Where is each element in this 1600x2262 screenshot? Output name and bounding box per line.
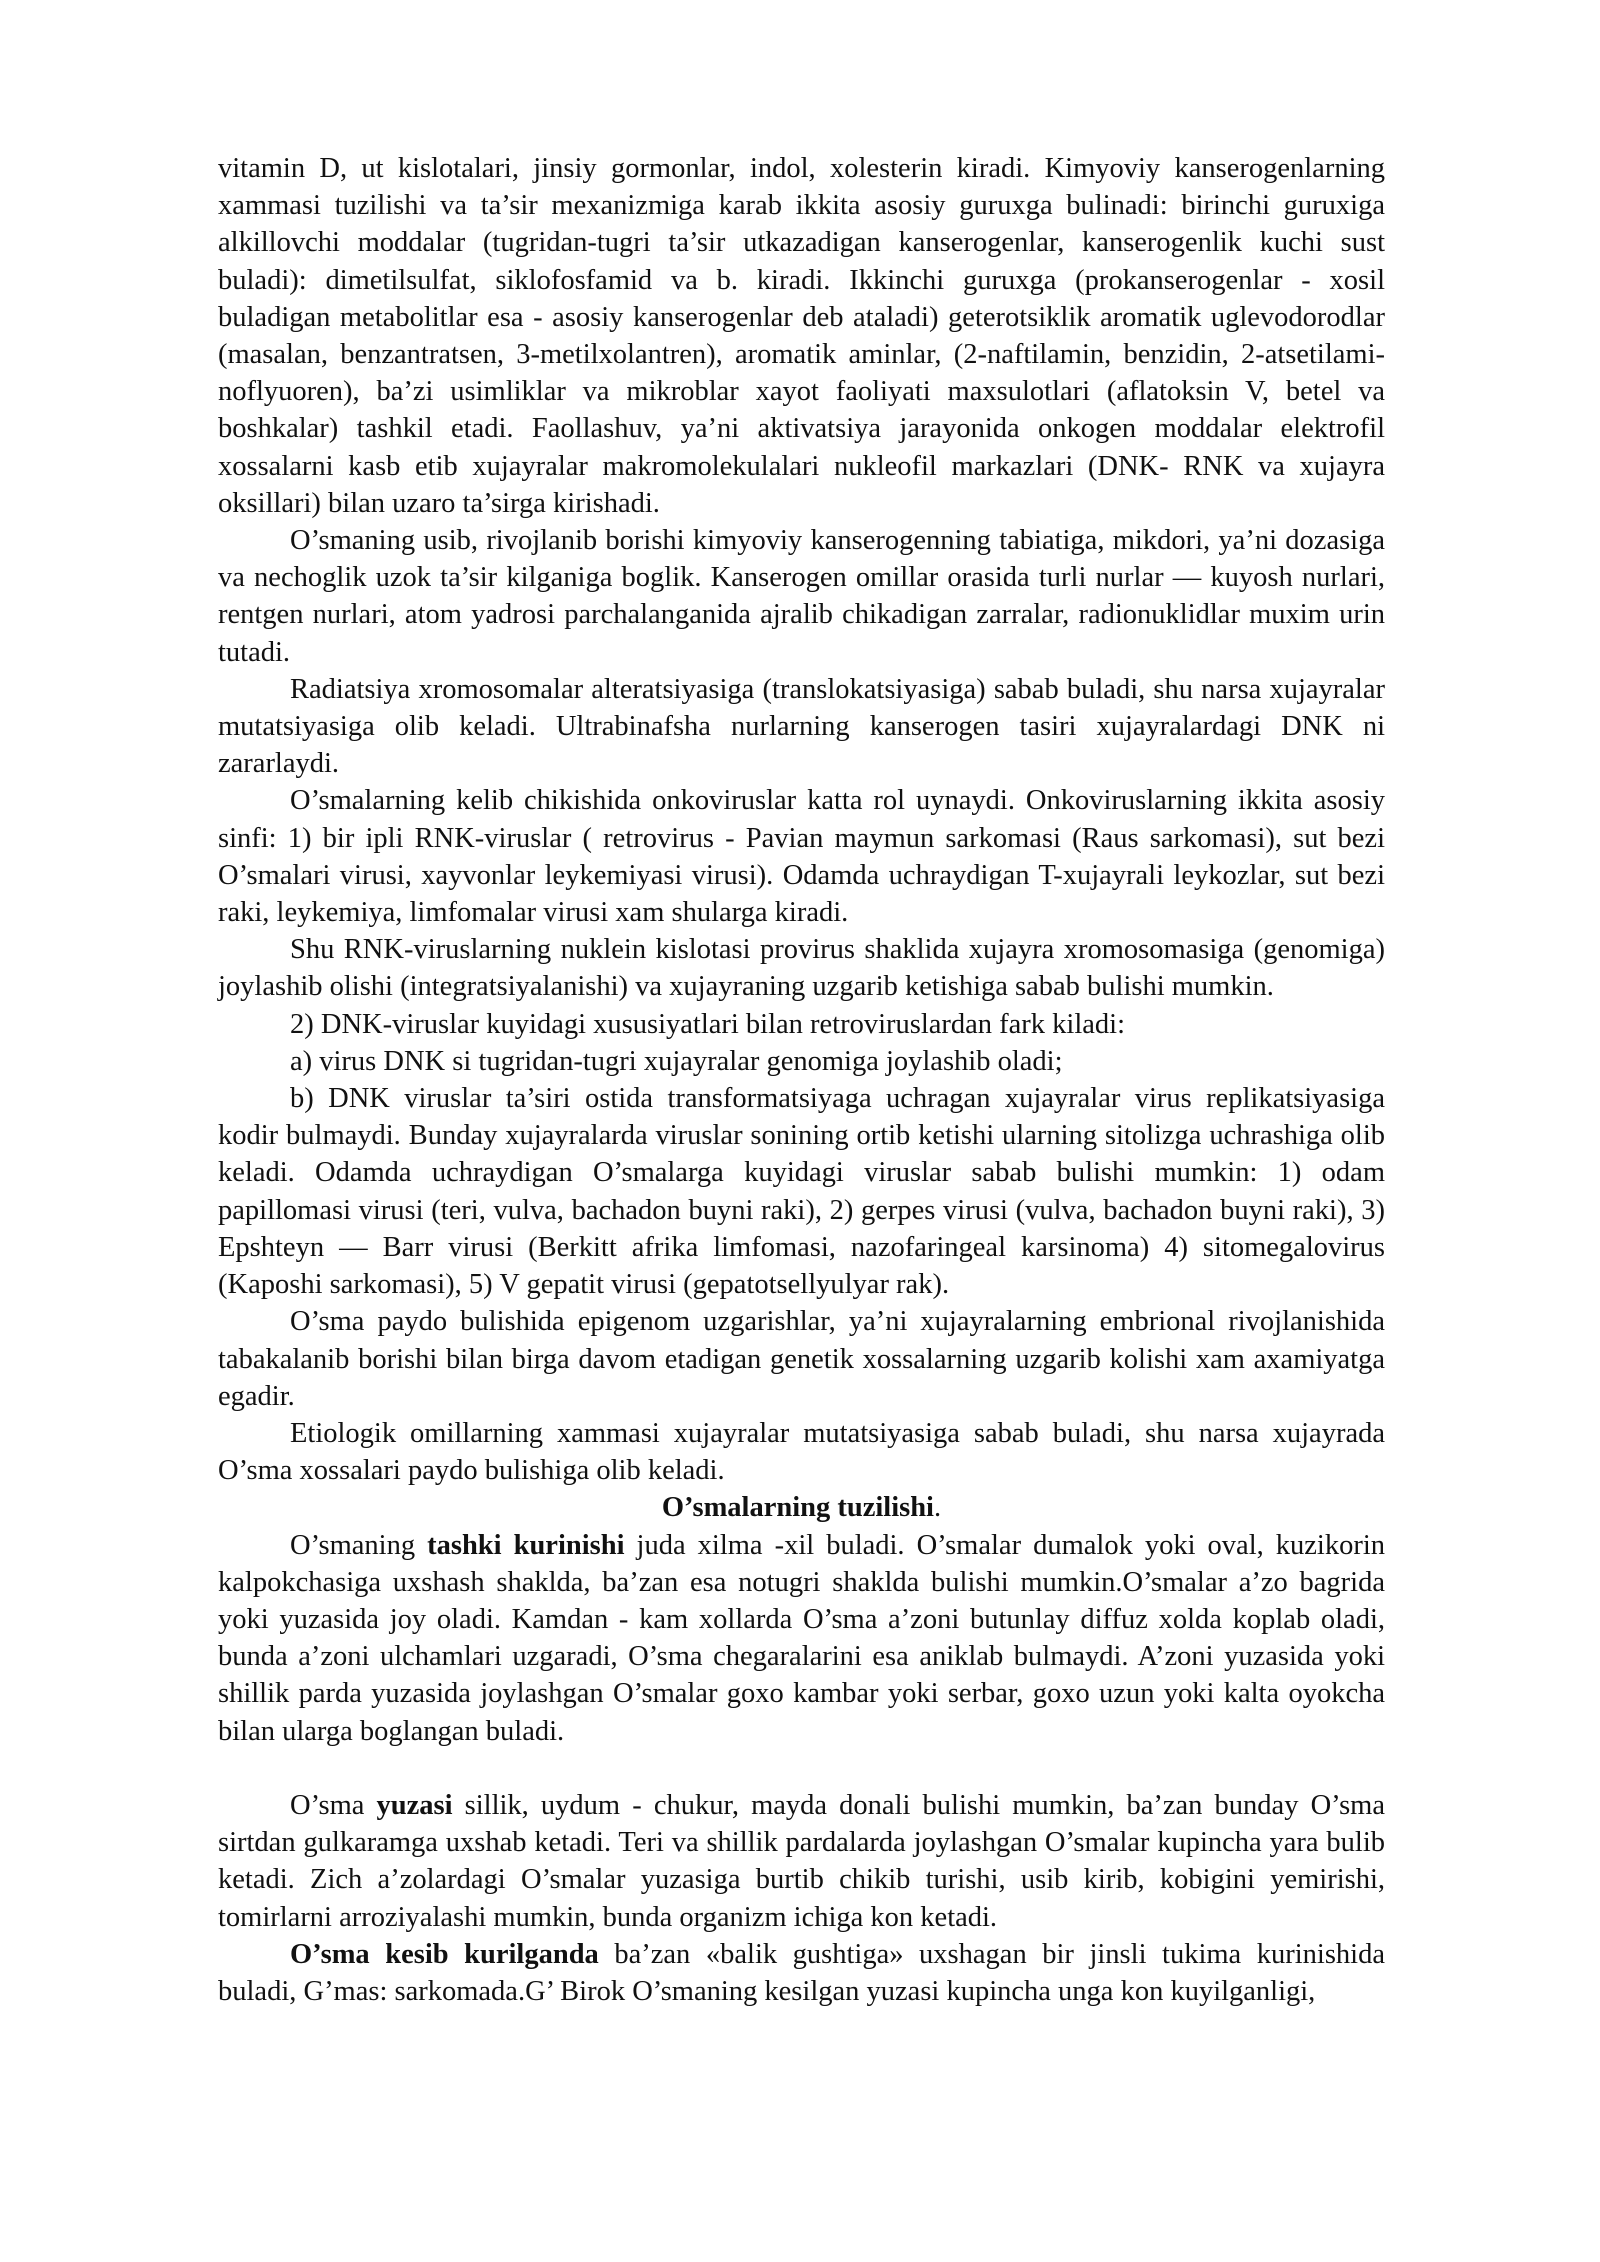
bold-term-external-appearance: tashki kurinishi: [427, 1529, 625, 1561]
paragraph-surface: [218, 1787, 1385, 1936]
paragraph-dose-radiation: O’smaning usib, rivojlanib borishi kimyoviy kanserogenning tabiatiga, mikdori, ya’ni dozasiga va nechoglik uzok ta’sir kilganiga boglik. Kanserogen omillar orasida turli nurlar — kuyosh nurlari, rentgen nurlari, atom yadrosi parchalanganida ajralib chikadigan zarralar, radionuklidlar muxim urin tutadi.: [218, 525, 1385, 668]
blank-line: [218, 1750, 1385, 1787]
paragraph-etiology: Etiologik omillarning xammasi xujayralar mutatsiyasiga sabab buladi, shu narsa xujayrada O’sma xossalari paydo bulishiga olib keladi.: [218, 1417, 1385, 1487]
text-run: ba’zan «balik gushtiga» uxshagan bir jinsli tukima kurinishida buladi, G’mas: sarkomada.G’ Birok O’smaning kesilgan yuzasi kupincha unga kon kuyilganligi,: [218, 1938, 1385, 2007]
paragraph-radiation-effects: Radiatsiya xromosomalar alteratsiyasiga (translokatsiyasiga) sabab buladi, shu narsa xujayralar mutatsiyasiga olib keladi. Ultrabinafsha nurlarning kanserogen tasiri xujayralardagi DNK ni zararlaydi.: [218, 673, 1385, 780]
section-heading-suffix: .: [933, 1492, 942, 1524]
paragraph-epigenome: O’sma paydo bulishida epigenom uzgarishlar, ya’ni xujayralarning embrional rivojlanishida tabakalanib borishi bilan birga davom etadigan genetik xossalarning uzgarib kolishi xam axamiyatga egadir.: [218, 1306, 1385, 1412]
paragraph-chemical-carcinogens: vitamin D, ut kislotalari, jinsiy gormonlar, indol, xolesterin kiradi. Kimyoviy kanserogenlarning xammasi tuzilishi va ta’sir mexanizmiga karab ikkita asosiy guruxga bulinadi: birinchi guruxiga alkillovchi moddalar (tugridan-tugri ta’sir utkazadigan kanserogenlar, kanserogenlik kuchi sust buladi): dimetilsulfat, siklofosfamid va b. kiradi. Ikkinchi guruxga (prokanserogenlar - xosil buladigan metabolitlar esa - asosiy kanserogenlar deb ataladi) geterotsiklik aromatik uglevodorodlar (masalan, benzantratsen, 3-metilxolantren), aromatik aminlar, (2-naftilamin, benzidin, 2-atsetilami-noflyuoren), ba’zi usimliklar va mikroblar xayot faoliyati maxsulotlari (aflatoksin V, betel va boshkalar) tashkil etadi. Faollashuv, ya’ni aktivatsiya jarayonida onkogen moddalar elektrofil xossalarni kasb etib xujayralar makromolekulalari nukleofil markazlari (DNK- RNK va xujayra oksillari) bilan uzaro ta’sirga kirishadi.: [218, 153, 1385, 519]
paragraph-cut-section: [218, 1936, 1385, 2010]
paragraph-item-a: a) virus DNK si tugridan-tugri xujayralar genomiga joylashib oladi;: [290, 1045, 1063, 1077]
bold-term-surface: yuzasi: [376, 1789, 453, 1821]
paragraph-item-b: b) DNK viruslar ta’siri ostida transformatsiyaga uchragan xujayralar virus replikatsiyasiga kodir bulmaydi. Bunday xujayralarda viruslar sonining ortib ketishi ularning sitolizga uchrashiga olib keladi. Odamda uchraydigan O’smalarga kuyidagi viruslar sabab bulishi mumkin: 1) odam papillomasi virusi (teri, vulva, bachadon buyni raki), 2) gerpes virusi (vulva, bachadon buyni raki), 3) Epshteyn — Barr virusi (Berkitt afrika limfomasi, nazofaringeal karsinoma) 4) sitomegalovirus (Kaposhi sarkomasi), 5) V gepatit virusi (gepatotsellyulyar rak).: [218, 1083, 1385, 1301]
paragraph-dna-viruses-intro: 2) DNK-viruslar kuyidagi xususiyatlari bilan retroviruslardan fark kiladi:: [290, 1008, 1125, 1040]
paragraph-external-appearance: [218, 1527, 1385, 1750]
document-page: [218, 150, 1385, 2010]
paragraph-oncoviruses: O’smalarning kelib chikishida onkoviruslar katta rol uynaydi. Onkoviruslarning ikkita asosiy sinfi: 1) bir ipli RNK-viruslar ( retrovirus - Pavian maymun sarkomasi (Raus sarkomasi), sut bezi O’smalari virusi, xayvonlar leykemiyasi virusi). Odamda uchraydigan T-xujayrali leykozlar, sut bezi raki, leykemiya, limfomalar virusi xam shularga kiradi.: [218, 785, 1385, 929]
section-heading-text: O’smalarning tuzilishi: [661, 1492, 934, 1524]
text-run: juda xilma -xil buladi. O’smalar dumalok yoki oval, kuzikorin kalpokchasiga uxshash shaklda, ba’zan esa notugri shaklda bulishi mumkin.O’smalar a’zo bagrida yoki yuzasida joy oladi. Kamdan - kam xollarda O’sma a’zoni butunlay diffuz xolda koplab oladi, bunda a’zoni ulchamlari uzgaradi, O’sma chegaralarini esa aniklab bulmaydi. A’zoni yuzasida yoki shillik parda yuzasida joylashgan O’smalar goxo kambar yoki serbar, goxo uzun yoki kalta oyokcha bilan ularga boglangan buladi.: [218, 1529, 1386, 1747]
text-run: O’sma: [290, 1789, 377, 1821]
paragraph-rna-viruses: Shu RNK-viruslarning nuklein kislotasi provirus shaklida xujayra xromosomasiga (genomiga) joylashib olishi (integratsiyalanishi) va xujayraning uzgarib ketishiga sabab bulishi mumkin.: [218, 934, 1385, 1003]
bold-term-cut-section: O’sma kesib kurilganda: [290, 1938, 599, 1970]
section-heading: [218, 1489, 1385, 1526]
text-run: O’smaning: [290, 1529, 428, 1561]
text-run: sillik, uydum - chukur, mayda donali bulishi mumkin, ba’zan bunday O’sma sirtdan gulkaramga uxshab ketadi. Teri va shillik pardalarda joylashgan O’smalar kupincha yara bulib ketadi. Zich a’zolardagi O’smalar yuzasiga burtib chikib turishi, usib kirib, kobigini yemirishi, tomirlarni arroziyalashi mumkin, bunda organizm ichiga kon ketadi.: [218, 1789, 1385, 1933]
